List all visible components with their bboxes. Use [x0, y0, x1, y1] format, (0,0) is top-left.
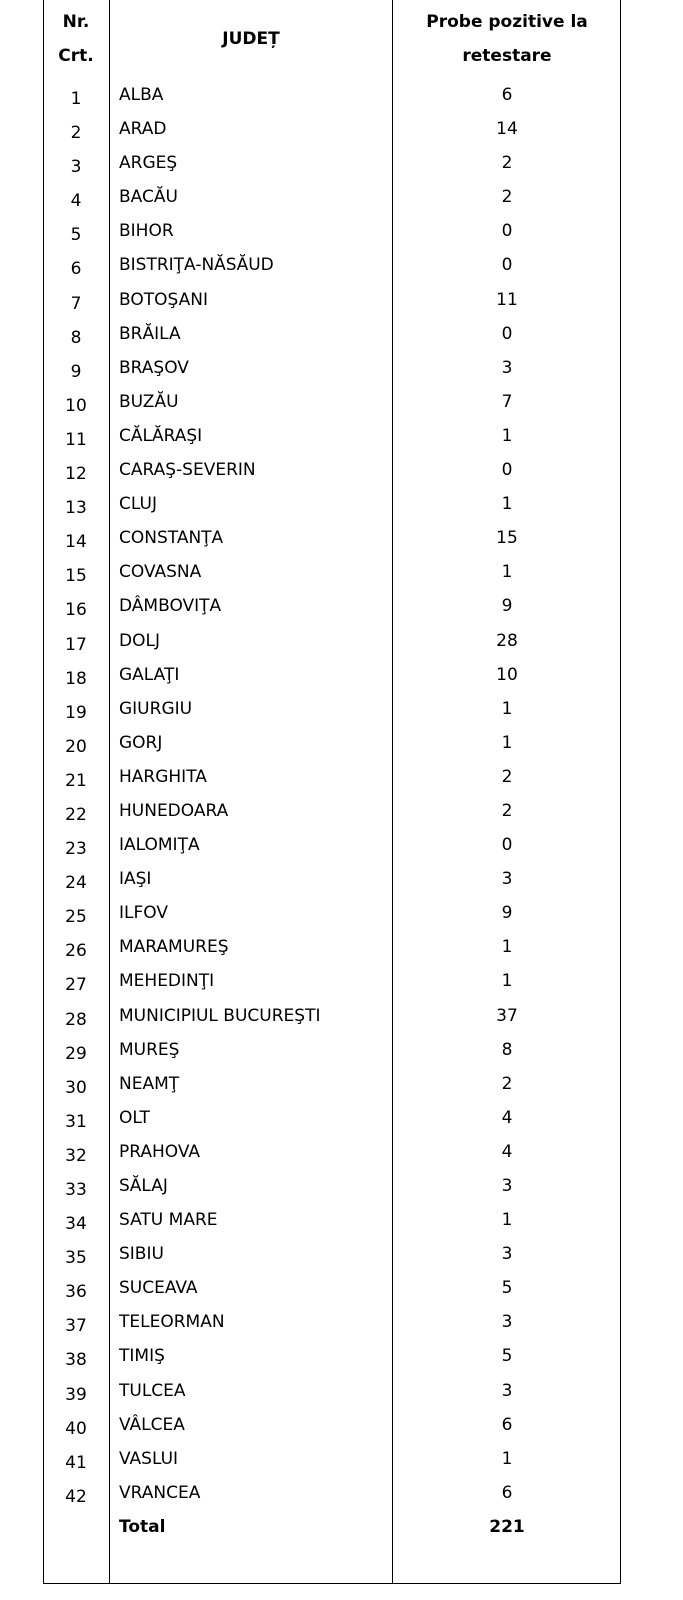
county-name: VRANCEA: [119, 1482, 201, 1503]
row-number: 37: [65, 1316, 87, 1337]
row-number: 35: [65, 1248, 87, 1269]
positive-count: 6: [501, 85, 513, 105]
table-row: [0, 453, 683, 487]
positive-count: 6: [501, 1482, 513, 1503]
header-probe-pozitive: Probe pozitive la retestare: [426, 12, 588, 66]
county-name: GALAŢI: [119, 664, 180, 685]
county-name: HUNEDOARA: [119, 800, 229, 821]
county-name: MUNICIPIUL BUCUREŞTI: [119, 1005, 321, 1026]
table-row: [0, 521, 683, 555]
row-number: 11: [65, 429, 87, 450]
positive-count: 1: [501, 494, 513, 515]
row-number: 32: [65, 1145, 87, 1166]
header-nr-crt: Nr. Crt.: [58, 12, 94, 66]
table-row: [0, 214, 683, 248]
row-number: 7: [70, 293, 82, 314]
table-row: [0, 794, 683, 828]
positive-count: 2: [501, 800, 513, 821]
positive-count: 7: [501, 391, 513, 412]
row-number: 36: [65, 1282, 87, 1303]
table-row: [0, 896, 683, 930]
row-number: 12: [65, 464, 87, 485]
positive-count: 2: [501, 766, 513, 787]
row-number: 38: [65, 1350, 87, 1371]
table-row: [0, 1271, 683, 1305]
row-number: 8: [70, 327, 82, 348]
county-name: CĂLĂRAŞI: [119, 425, 203, 446]
row-number: 20: [65, 736, 87, 757]
county-name: BACĂU: [119, 187, 178, 208]
row-number: 27: [65, 975, 87, 996]
positive-count: 10: [496, 664, 518, 685]
positive-count: 5: [501, 1346, 513, 1367]
table-row: [0, 999, 683, 1033]
county-name: VÂLCEA: [119, 1414, 185, 1435]
positive-count: 28: [496, 630, 518, 651]
county-name: TULCEA: [119, 1380, 186, 1401]
positive-count: 1: [501, 425, 513, 446]
row-number: 29: [65, 1043, 87, 1064]
county-name: MUREŞ: [119, 1039, 180, 1060]
positive-count: 0: [501, 323, 513, 344]
positive-count: 4: [501, 1107, 513, 1128]
table-border-bottom: [43, 1583, 621, 1584]
row-number: 33: [65, 1180, 87, 1200]
table-row: [0, 419, 683, 453]
row-number: 41: [65, 1452, 87, 1473]
county-name: MEHEDINŢI: [119, 971, 215, 992]
positive-count: 3: [501, 1312, 513, 1333]
positive-count: 3: [501, 357, 513, 378]
total-value: 221: [489, 1516, 525, 1537]
table-row: [0, 624, 683, 658]
county-name: ARGEŞ: [119, 153, 178, 174]
row-number: 18: [65, 668, 87, 689]
county-name: VASLUI: [119, 1448, 179, 1469]
county-name: MARAMUREŞ: [119, 937, 229, 958]
row-number: 19: [65, 702, 87, 723]
county-name: IALOMIŢA: [119, 835, 200, 856]
table-row: [0, 1374, 683, 1408]
positive-count: 2: [501, 187, 513, 208]
county-name: TELEORMAN: [119, 1312, 225, 1333]
row-number: 22: [65, 804, 87, 825]
table-row: [0, 658, 683, 692]
positive-count: 3: [501, 1380, 513, 1401]
row-number: 42: [65, 1486, 87, 1507]
positive-count: 11: [496, 289, 518, 310]
county-name: BRĂILA: [119, 323, 181, 344]
table-row: [0, 78, 683, 112]
row-number: 31: [65, 1111, 87, 1132]
table-row: [0, 248, 683, 282]
table-row: [0, 1203, 683, 1237]
row-number: 6: [70, 259, 82, 280]
table-row: [0, 1033, 683, 1067]
row-number: 17: [65, 634, 87, 655]
positive-count: 1: [501, 562, 513, 583]
county-name: HARGHITA: [119, 766, 207, 787]
county-name: COVASNA: [119, 562, 202, 583]
county-name: SĂLAJ: [119, 1176, 168, 1196]
positive-count: 1: [501, 698, 513, 719]
table-row: [0, 317, 683, 351]
positive-count: 37: [496, 1005, 518, 1026]
county-name: GORJ: [119, 732, 163, 753]
county-name: GIURGIU: [119, 698, 193, 719]
total-label: Total: [119, 1516, 166, 1537]
table-row: [0, 487, 683, 521]
table-row: [0, 760, 683, 794]
row-number: 3: [70, 157, 82, 178]
positive-count: 0: [501, 835, 513, 856]
positive-count: 0: [501, 460, 513, 481]
table-row: [0, 112, 683, 146]
row-number: 39: [65, 1384, 87, 1405]
table-row: [0, 589, 683, 623]
county-name: OLT: [119, 1107, 150, 1128]
table-row: [0, 1101, 683, 1135]
county-name: CONSTANŢA: [119, 528, 224, 549]
row-number: 30: [65, 1077, 87, 1098]
positive-count: 1: [501, 971, 513, 992]
row-number: 21: [65, 770, 87, 791]
positive-count: 1: [501, 1448, 513, 1469]
row-number: 4: [70, 191, 82, 212]
positive-count: 3: [501, 1176, 513, 1196]
table-row: [0, 1067, 683, 1101]
table-row: [0, 964, 683, 998]
table-row: [0, 1305, 683, 1339]
table-row: [0, 1408, 683, 1442]
table-row: [0, 1339, 683, 1373]
county-name: BRAŞOV: [119, 357, 189, 378]
table-row: [0, 1135, 683, 1169]
positive-count: 8: [501, 1039, 513, 1060]
table-row: [0, 862, 683, 896]
table-row: [0, 1169, 683, 1203]
county-name: SIBIU: [119, 1244, 164, 1265]
row-number: 24: [65, 873, 87, 894]
table-row: [0, 283, 683, 317]
row-number: 28: [65, 1009, 87, 1030]
table-row: [0, 692, 683, 726]
county-name: IAŞI: [119, 869, 152, 890]
row-number: 26: [65, 941, 87, 962]
row-number: 2: [70, 123, 82, 144]
table-row: [0, 726, 683, 760]
positive-count: 2: [501, 1073, 513, 1094]
table-row: [0, 1237, 683, 1271]
row-number: 25: [65, 907, 87, 928]
positive-count: 9: [501, 903, 513, 924]
county-name: CARAŞ-SEVERIN: [119, 460, 256, 481]
positive-count: 14: [496, 119, 518, 140]
county-name: BOTOŞANI: [119, 289, 208, 310]
county-name: ALBA: [119, 85, 164, 105]
header-judet: JUDEȚ: [222, 29, 280, 49]
row-number: 34: [65, 1214, 87, 1235]
county-name: ARAD: [119, 119, 167, 140]
county-name: ILFOV: [119, 903, 168, 924]
county-name: BIHOR: [119, 221, 174, 242]
county-name: TIMIŞ: [119, 1346, 165, 1367]
row-number: 14: [65, 532, 87, 553]
positive-count: 6: [501, 1414, 513, 1435]
row-number: 16: [65, 600, 87, 621]
table-body: [0, 78, 683, 1544]
positive-count: 2: [501, 153, 513, 174]
row-number: 40: [65, 1418, 87, 1439]
county-name: DÂMBOVIŢA: [119, 596, 222, 617]
positive-count: 1: [501, 937, 513, 958]
positive-count: 9: [501, 596, 513, 617]
positive-count: 1: [501, 732, 513, 753]
positive-count: 1: [501, 1210, 513, 1231]
positive-count: 5: [501, 1278, 513, 1299]
row-number: 13: [65, 498, 87, 519]
row-number: 1: [70, 89, 82, 109]
table-row: [0, 146, 683, 180]
row-number: 9: [70, 361, 82, 382]
table-row: [0, 1476, 683, 1510]
positive-count: 0: [501, 221, 513, 242]
county-name: PRAHOVA: [119, 1141, 201, 1162]
table-row: [0, 180, 683, 214]
total-row: [0, 1510, 683, 1544]
row-number: 10: [65, 395, 87, 416]
county-name: BISTRIŢA-NĂSĂUD: [119, 255, 274, 276]
table-row: [0, 385, 683, 419]
table-row: [0, 351, 683, 385]
row-number: 23: [65, 839, 87, 860]
county-name: BUZĂU: [119, 391, 179, 412]
county-name: DOLJ: [119, 630, 160, 651]
county-name: SUCEAVA: [119, 1278, 198, 1299]
positive-count: 3: [501, 869, 513, 890]
positive-count: 4: [501, 1141, 513, 1162]
table-row: [0, 930, 683, 964]
table-row: [0, 1442, 683, 1476]
positive-count: 0: [501, 255, 513, 276]
county-name: SATU MARE: [119, 1210, 218, 1231]
county-name: NEAMŢ: [119, 1073, 180, 1094]
table-row: [0, 828, 683, 862]
row-number: 15: [65, 566, 87, 587]
positive-count: 3: [501, 1244, 513, 1265]
table-row: [0, 555, 683, 589]
positive-count: 15: [496, 528, 518, 549]
county-name: CLUJ: [119, 494, 157, 515]
row-number: 5: [70, 225, 82, 246]
